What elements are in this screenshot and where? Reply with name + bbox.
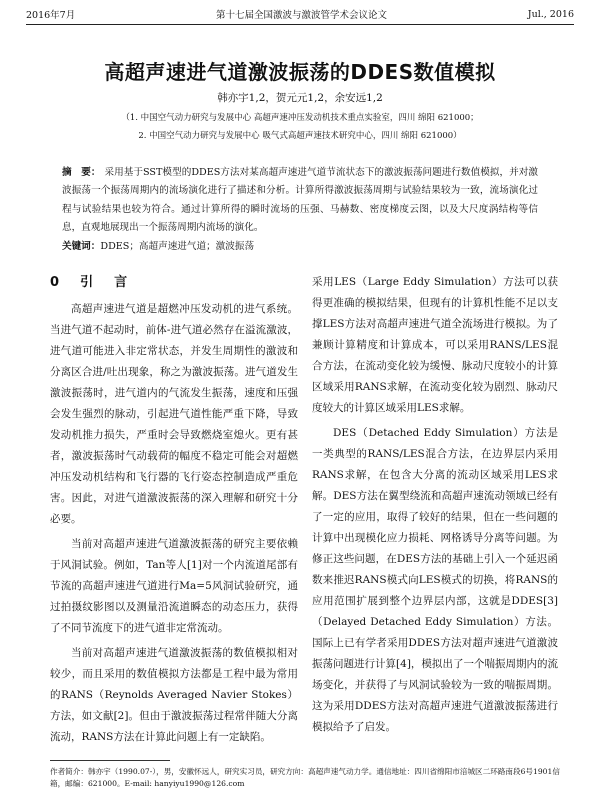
header-conference: 第十七届全国激波与激波管学术会议论文 <box>216 10 388 21</box>
section-heading <box>50 272 298 293</box>
keywords <box>62 238 538 252</box>
author-footnote: 作者简介：韩亦宇（1990.07-），男，安徽怀远人，研究实习员，研究方向：高超声速气动力学。通信地址：四川省绵阳市涪城区二环路南段6号1901信箱，邮编：621000。E-mail: hanyiyu1990@126.com <box>50 767 560 788</box>
paragraph: 高超声速进气道是超燃冲压发动机的进气系统。当进气道不起动时，前体-进气道必然存在溢流激波，进气道可能进入非定常状态，并发生周期性的激波和分离区合进/吐出现象，称之为激波振荡。进气道发生激波振荡时，进气道内的气流发生振荡，速度和压强会发生强烈的脉动，引起进气道性能严重下降，导致发动机推力损失，严重时会导致燃烧室熄火。更有甚者，激波振荡时气动载荷的幅度不稳定可能会对超燃冲压发动机结构和飞行器的飞行姿态控制造成严重危害。因此，对进气道激波振荡的深入理解和研究十分必要。 <box>50 303 298 525</box>
running-header <box>26 6 574 22</box>
paragraph: 当前对高超声速进气道激波振荡的数值模拟相对较少，而且采用的数值模拟方法都是工程中最为常用的RANS（Reynolds Averaged Navier Stokes）方法，如文献[2]。但由于激波振荡过程常伴随大分离流动，RANS方法在计算此问题上有一定缺陷。 <box>50 647 298 743</box>
paragraph: 采用LES（Large Eddy Simulation）方法可以获得更准确的模拟结果，但现有的计算机性能不足以支撑LES方法对高超声速进气道全流场进行模拟。为了兼顾计算精度和计算成本，可以采用RANS/LES混合方法，在流动变化较为缓慢、脉动尺度较小的计算区域采用RANS求解，在流动变化较为剧烈、脉动尺度较大的计算区域采用LES求解。 <box>312 276 558 414</box>
paper-title: 高超声速进气道激波振荡的DDES数值模拟 <box>104 60 496 84</box>
affiliation-1: （1. 中国空气动力研究与发展中心 高超声速冲压发动机技术重点实验室，四川 绵阳 621000； <box>121 113 479 123</box>
footnote-rule <box>50 760 170 761</box>
left-column <box>50 272 298 752</box>
header-rule <box>26 24 574 25</box>
paragraph: DES（Detached Eddy Simulation）方法是一类典型的RANS/LES混合方法，在边界层内采用RANS求解，在包含大分离的流动区域采用LES求解。DES方法在翼型绕流和高超声速流动领域已经有了一定的应用，取得了较好的结果，但在一些问题的计算中出现模化应力损耗、网格诱导分离等问题。为修正这些问题，在DES方法的基础上引入一个延迟函数来推迟RANS模式向LES模式的切换，将RANS的应用范围扩展到整个边界层内部，这就是DDES[3]（Delayed Detached Eddy Simulation）方法。国际上已有学者采用DDES方法对超声速进气道激波振荡问题进行计算[4]，模拟出了一个喘振周期内的流场变化，并获得了与风洞试验较为一致的喘振周期。这为采用DDES方法对高超声速进气道激波振荡进行模拟给予了启发。 <box>312 427 558 733</box>
header-date: 2016年7月 <box>26 10 76 21</box>
keywords-text: DDES；高超声速进气道；激波振荡 <box>100 241 255 252</box>
keywords-label: 关键词： <box>62 241 101 252</box>
header-date-en: Jul., 2016 <box>527 8 574 20</box>
section-number: 0 <box>50 275 64 290</box>
abstract-text: 采用基于SST模型的DDES方法对某高超声速进气道节流状态下的激波振荡问题进行数值模拟，并对激波振荡一个振荡周期内的流场演化进行了描述和分析。计算所得激波振荡周期与试验结果较为一致，流场演化过程与试验结果也较为符合。通过计算所得的瞬时流场的压强、马赫数、密度梯度云图，以及大尺度涡结构等信息，直观地展现出一个振荡周期内流场的演化。 <box>62 167 538 234</box>
affiliation-2: 2. 中国空气动力研究与发展中心 吸气式高超声速技术研究中心，四川 绵阳 621000） <box>138 131 462 141</box>
right-column <box>312 272 558 742</box>
abstract <box>62 164 538 238</box>
paragraph: 当前对高超声速进气道激波振荡的研究主要依赖于风洞试验。例如，Tan等人[1]对一个内流道尾部有节流的高超声速进气道进行Ma=5风洞试验研究，通过拍摄纹影图以及测量沿流道瞬态的动态压力，获得了不同节流度下的进气道非定常流动。 <box>50 538 298 634</box>
abstract-label: 摘 要： <box>62 167 101 178</box>
author-list: 韩亦宇1,2，贺元元1,2，余安远1,2 <box>217 92 383 104</box>
section-title: 引 言 <box>80 275 132 290</box>
